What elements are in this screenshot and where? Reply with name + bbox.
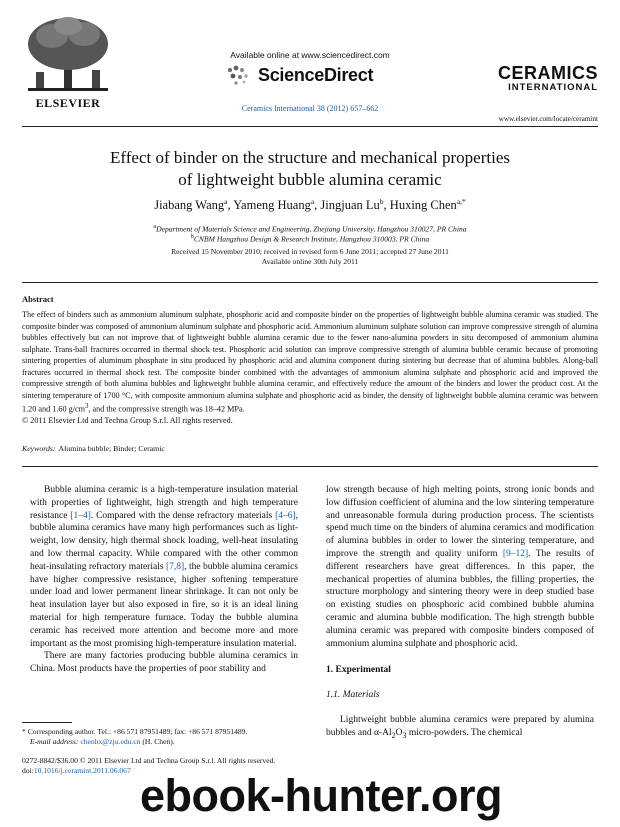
author-affil-marker: b — [379, 197, 384, 206]
affiliation-marker: b — [190, 234, 194, 240]
superscript: 3 — [85, 403, 89, 410]
publisher-name: ELSEVIER — [35, 96, 101, 110]
citation-link[interactable]: [4–6] — [275, 510, 296, 521]
right-column — [326, 484, 594, 742]
author-name: Jingjuan Lu — [320, 198, 380, 213]
journal-name-block — [498, 64, 598, 94]
journal-name-line2: INTERNATIONAL — [508, 82, 598, 93]
left-column — [30, 484, 298, 676]
author-affil-marker: a — [224, 197, 228, 206]
sciencedirect-dots-icon — [226, 64, 252, 86]
author-affil-marker: a,* — [456, 197, 466, 206]
available-online-date: Available online 30th July 2011 — [261, 257, 359, 266]
subsection-heading: 1.1. Materials — [326, 690, 380, 701]
affiliation-marker: a — [153, 224, 157, 230]
footer-copyright: 0272-8842/$36.00 © 2011 Elsevier Ltd and Techna Group S.r.l. All rights reserved. doi:10.1016/j.ceramint.2011.06.067 — [22, 756, 276, 775]
journal-citation-link[interactable]: Ceramics International 38 (2012) 657–662 — [241, 104, 379, 113]
available-online-text: Available online at www.sciencedirect.com — [230, 50, 390, 60]
affiliation-text: Department of Materials Science and Engineering, Zhejiang University, Hangzhou 310027, PR China — [156, 224, 467, 234]
footnote-divider — [22, 722, 72, 723]
footnote-marker: * — [22, 727, 26, 736]
received-dates: Received 15 November 2010; received in revised form 6 June 2011; accepted 27 June 2011 — [171, 247, 449, 256]
author-name: Jiabang Wang — [154, 198, 225, 213]
journal-url[interactable]: www.elsevier.com/locate/ceramint — [498, 115, 598, 123]
journal-name-line1: CERAMICS — [497, 63, 598, 83]
watermark-text: ebook-hunter.org — [140, 770, 502, 821]
corresponding-author-footnote: * Corresponding author. Tel.: +86 571 87951489; fax: +86 571 87951489. E-mail address: chenhx@zju.edu.cn (H. Chen). — [22, 727, 248, 746]
section-heading: 1. Experimental — [326, 665, 391, 676]
paragraph: low strength because of high melting points, strong ionic bonds and low diffusion coefficient of alumina and the low sintering temperature and unreasonable formula during production process. The scientists spend much time on the binders of alumina ceramics and modification of alumina bubbles in order to lower the sintering temperature, and improve the strength and quality uniform [9–12]. The results of different researchers have great differences. In this paper, the mechanical properties of alumina bubbles, the filling properties, the structure morphology and sintering theory were in deep studied base on existing studies on phosphoric acid combined bubble alumina ceramic and alumina bubble modification. The high strength bubble alumina ceramic was prepared with composite binders composed of ammonium alumina sulphate and phosphoric acid. — [326, 485, 594, 649]
affiliation-text: CNBM Hangzhou Design & Research Institute, Hangzhou 310003, PR China — [193, 234, 430, 244]
article-title — [0, 147, 620, 191]
citation-link[interactable]: [1–4] — [70, 510, 91, 521]
paragraph: There are many factories producing bubble alumina ceramics in China. Most products have the properties of poor stability and — [30, 651, 298, 675]
citation-link[interactable]: [9–12] — [502, 548, 529, 559]
affiliation — [0, 232, 620, 245]
title-line-1: Effect of binder on the structure and mechanical properties — [110, 148, 510, 167]
paragraph: Bubble alumina ceramic is a high-temperature insulation material with properties of lightweight, high strength and high temperature resistance [1–4]. Compared with the dense refractory materials [4–6], bubble alumina ceramics have many high performances such as light-weight, low density, high thermal shock loading, well-heat insulating and low thermal capacity. While compared with the other common heat-insulating refractory materials [7,8], the bubble alumina ceramics have higher compressive resistance, higher softening temperature under load and lower permanent linear shrinkage. It can not only be heat insulation layer but also exposed in fire, so it is an ideal lining material for high temperature furnace. Today the bubble alumina ceramic has received more attention and become more and more important as the most promising high-temperature insulation material. — [30, 485, 299, 649]
email-link[interactable]: chenhx@zju.edu.cn — [80, 737, 141, 746]
abstract-heading: Abstract — [22, 294, 54, 304]
abstract-top-divider — [22, 282, 598, 283]
author-name: Huxing Chen — [389, 198, 457, 213]
abstract-body: The effect of binders such as ammonium aluminum sulphate, phosphoric acid and composite binder on the properties of lightweight bubble alumina ceramic was studied. The composite binder was composed of ammonium aluminum sulphate and phosphoric acid. Ammonium aluminum sulphate solution can improve compressive strength of alumina bubbles effectively but can not improve that of lightweight bubble alumina ceramic due to the fewer nano-alumina powders in situ decomposed of ammonium alumina sulphate. Trans-ball fractures occurred in thermal shock test. Phosphoric acid solution can improve compressive strength of alumina bubble ceramic because of promoting sintering properties of aluminum phosphate in situ produced by phosphoric acid and alumina component during sintering but decrease that of alumina bubbles. Along-ball fractures occurred in thermal shock test. The composite binder combined with the advantages of ammonium alumina sulphate and phosphoric acid and improved the compressive strength of both alumina bubbles and lightweight bubble alumina ceramic, and effectively reduce the amount of the binders and lower the product cost. At the sintering temperature of 1700 °C, with composite ammonium alumina sulphate and phosphoric acid as binder, the density of lightweight bubble alumina ceramic was between 1.20 and 1.60 $g/cm^3$, and the compressive strength was 18–42 MPa. © 2011 Elsevier Ltd and Techna Group S.r.l. All rights reserved. — [22, 310, 598, 426]
doi-link[interactable]: 10.1016/j.ceramint.2011.06.067 — [33, 766, 131, 775]
keywords-line — [22, 444, 165, 453]
abstract-bottom-divider — [22, 466, 598, 467]
author-name: Yameng Huang — [233, 198, 311, 213]
header-divider — [22, 126, 598, 127]
abstract-copyright: © 2011 Elsevier Ltd and Techna Group S.r.l. All rights reserved. — [22, 416, 233, 426]
author-affil-marker: a — [310, 197, 315, 206]
issn-line: 0272-8842/$36.00 © 2011 Elsevier Ltd and Techna Group S.r.l. All rights reserved. — [22, 756, 276, 765]
keywords-list: Alumina bubble; Binder; Ceramic — [58, 444, 165, 453]
paragraph: Lightweight bubble alumina ceramics were prepared by alumina bubbles and $\alpha-Al_2O_3$ micro-powders. The chemical — [326, 714, 594, 740]
keywords-label: Keywords: — [22, 444, 56, 453]
sciencedirect-wordmark: ScienceDirect — [258, 64, 374, 85]
citation-link[interactable]: [7,8] — [165, 561, 185, 572]
author-list: Jiabang Wang$^a$, Yameng Huang$^a$, Jingjuan Lu$^b$, Huxing Chen$^{a,*}$ — [154, 197, 466, 213]
title-line-2: of lightweight bubble alumina ceramic — [178, 170, 442, 189]
sciencedirect-logo — [226, 62, 373, 88]
